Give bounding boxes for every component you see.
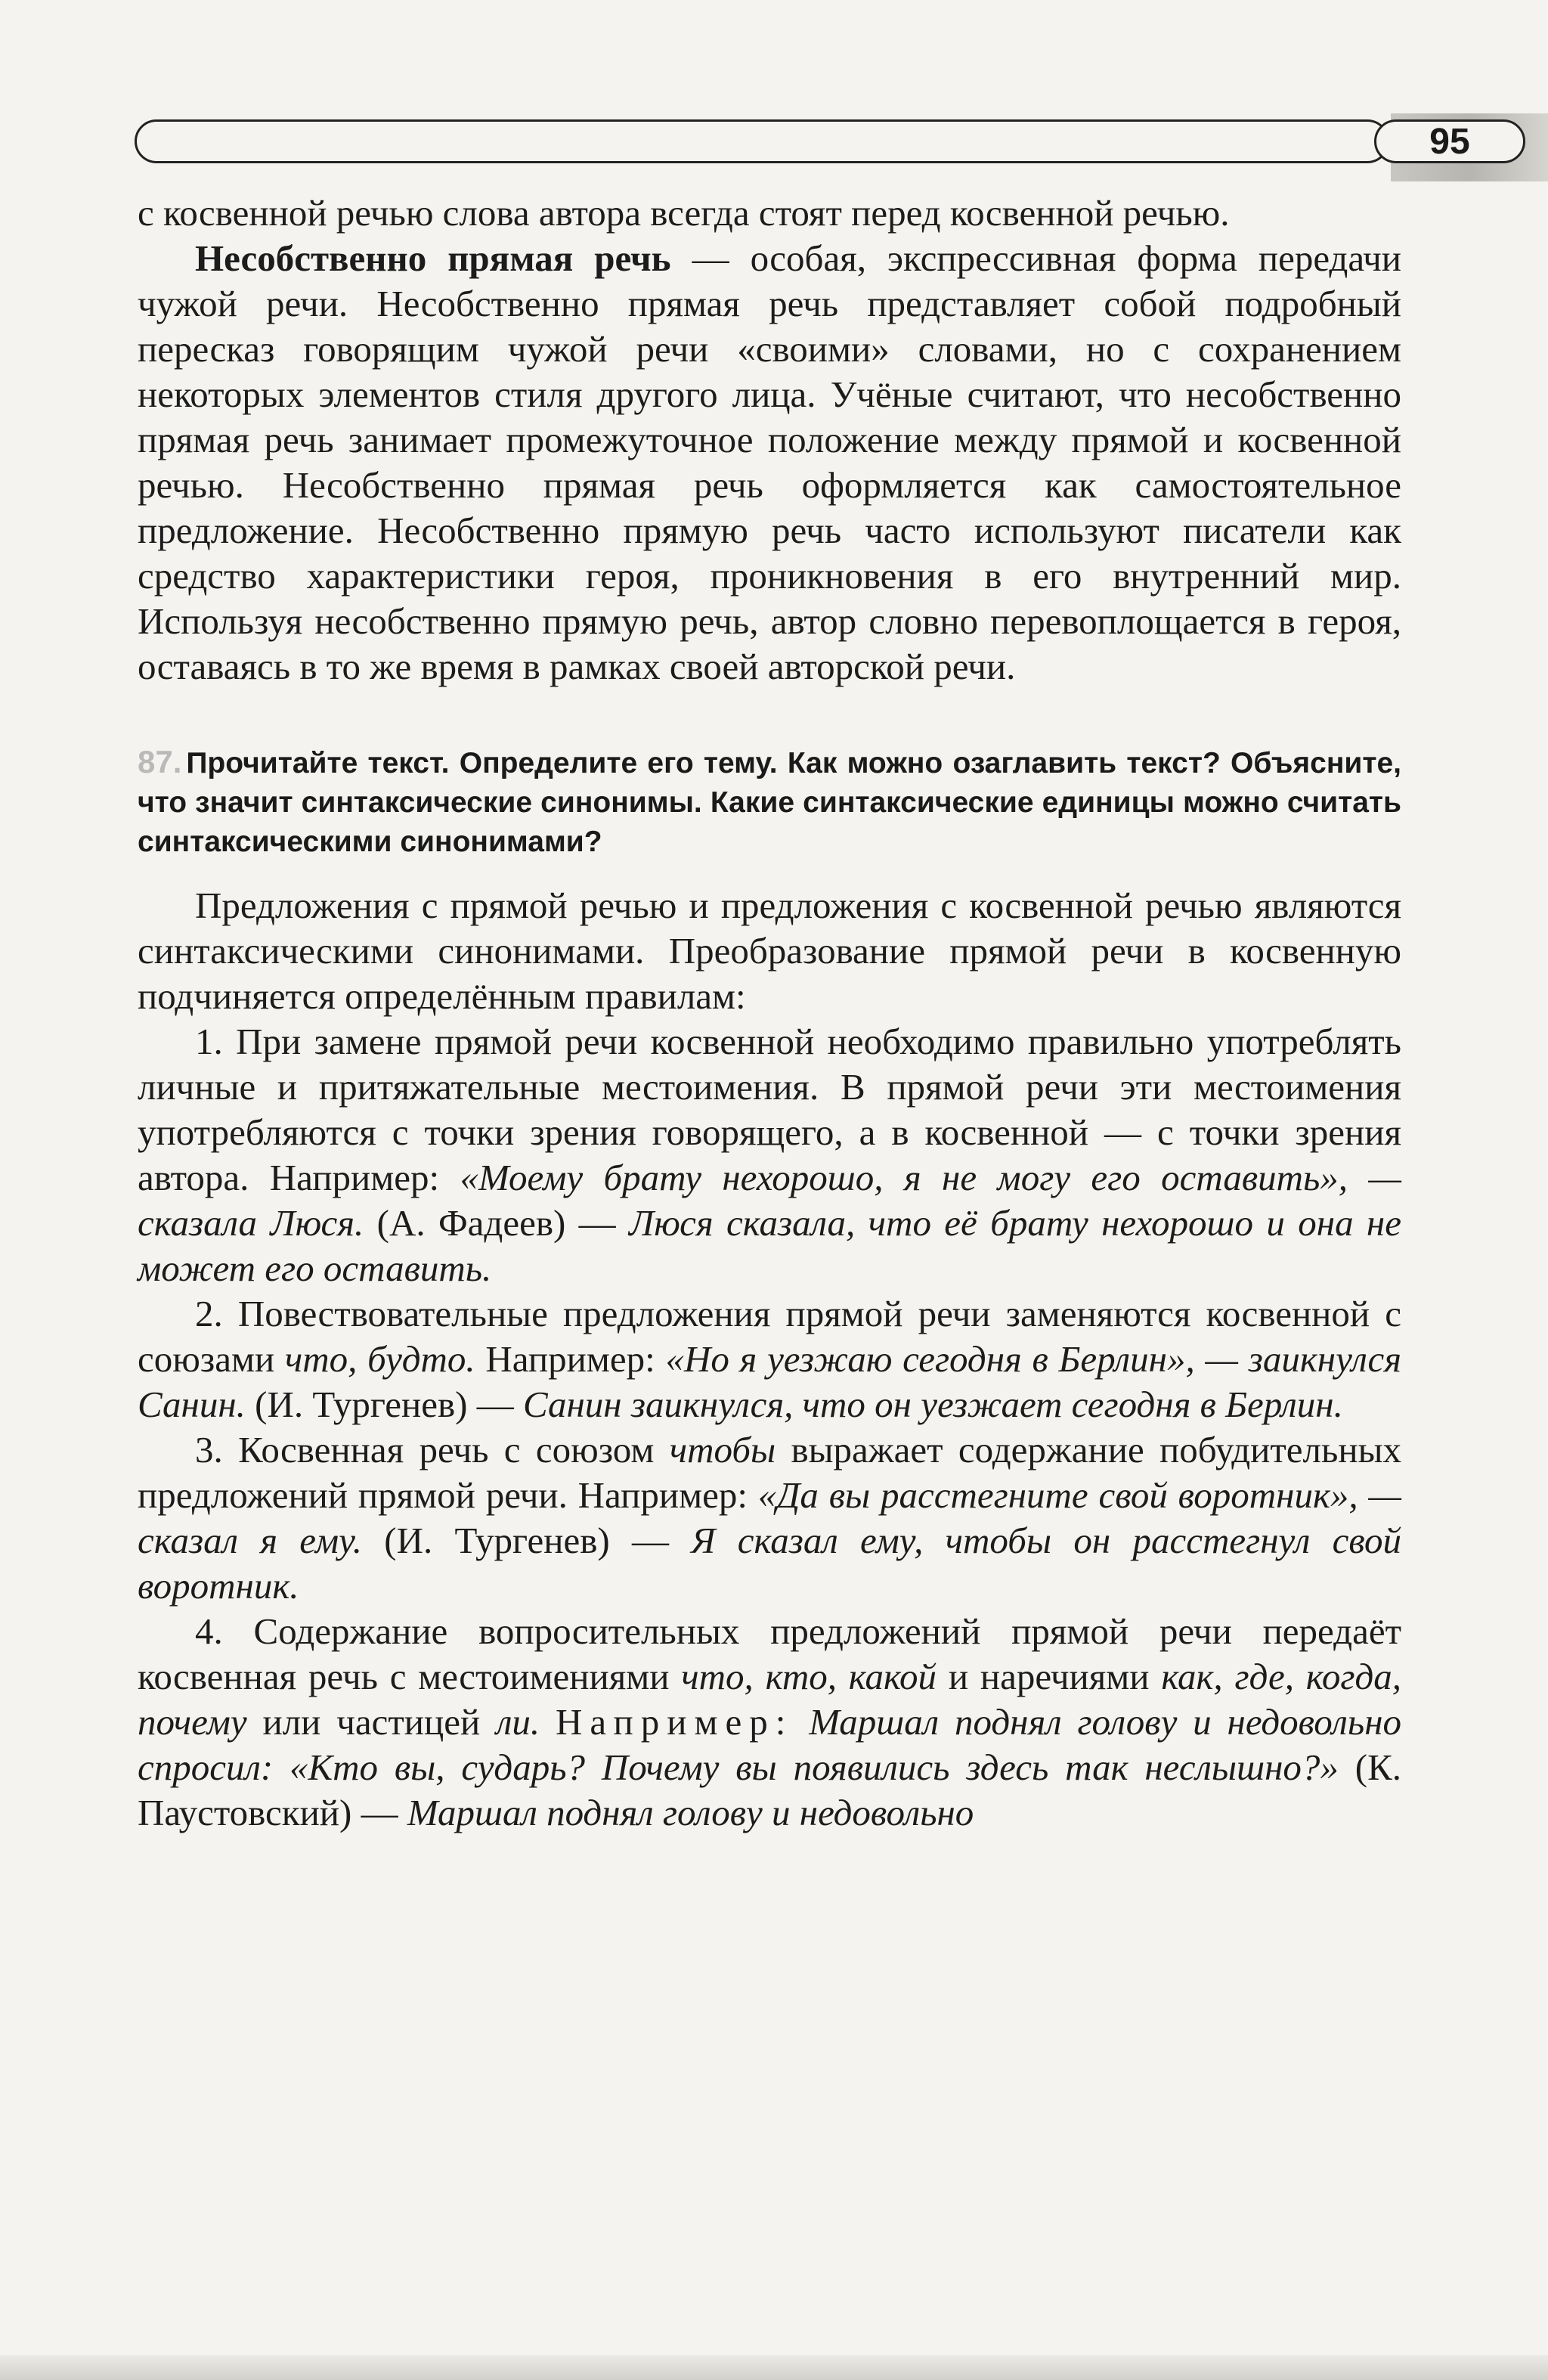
rule-1-example-direct: «Моему брату нехорошо, я не могу его оставить», — сказала Люся. — [138, 1157, 1401, 1244]
rule-4-text: 4. Содержание вопросительных предложений прямой речи передаёт косвенная речь с местоимениями — [138, 1610, 1401, 1697]
exercise-task-text: Прочитайте текст. Определите его тему. Как можно озаглавить текст? Объясните, что значит синтаксические синонимы. Какие синтаксические единицы можно считать синтаксическими синонимами? — [138, 747, 1401, 858]
rule-4 — [138, 1609, 1401, 1836]
rule-3-text: 3. Косвенная речь с союзом — [195, 1429, 670, 1470]
rule-3-example-direct: «Да вы расстегните свой воротник», — сказал я ему. — [138, 1474, 1401, 1561]
rule-1-example-indirect: Люся сказала, что её брату нехорошо и она не может его оставить. — [138, 1202, 1401, 1289]
exercise-number: 87. — [138, 744, 182, 779]
header-rule — [135, 119, 1389, 163]
exercise-intro: Предложения с прямой речью и предложения с косвенной речью являются синтаксическими синонимами. Преобразование прямой речи в косвенную подчиняется определённым правилам: — [138, 885, 1401, 1017]
rule-4-example-label: Например: — [556, 1701, 794, 1743]
rule-1 — [138, 1019, 1401, 1291]
rule-2-example-indirect: Санин заикнулся, что он уезжает сегодня в Берлин. — [522, 1384, 1343, 1425]
rule-2-conjunctions: что, будто. — [284, 1338, 475, 1380]
rule-4-text-3: или частицей — [246, 1701, 497, 1743]
theory-paragraph-2 — [138, 236, 1401, 690]
rule-4-adverbs: как, где, когда, почему — [138, 1656, 1401, 1743]
rule-4-text-2: и наречиями — [937, 1656, 1162, 1697]
rule-3-example-indirect: Я сказал ему, чтобы он расстегнул свой воротник. — [138, 1520, 1401, 1607]
rule-3-text-2: выражает содержание побудительных предложений прямой речи. Например: — [138, 1429, 1401, 1516]
rule-4-pronouns: что, кто, какой — [681, 1656, 937, 1697]
term-definition: — особая, экспрессивная форма передачи чужой речи. Несобственно прямая речь представляет собой подробный пересказ говорящим чужой речи «своими» словами, но с сохранением некоторых элементов стиля другого лица. Учёные считают, что несобственно прямая речь занимает промежуточное положение между прямой и косвенной речью. Несобственно прямая речь оформляется как самостоятельное предложение. Несобственно прямую речь часто используют писатели как средство характеристики героя, проникновения в его внутренний мир. Используя несобственно прямую речь, автор словно перевоплощается в героя, оставаясь в то же время в рамках своей авторской речи. — [138, 237, 1402, 687]
rule-2 — [138, 1291, 1401, 1427]
rule-2-example-direct: «Но я уезжаю сегодня в Берлин», — заикнулся Санин. — [138, 1338, 1401, 1425]
rule-1-source: (А. Фадеев) — — [364, 1202, 630, 1244]
rule-4-particle: ли. — [496, 1701, 540, 1743]
page-number: 95 — [1429, 121, 1470, 162]
rule-4-source: (К. Паустовский) — — [138, 1746, 1401, 1833]
page-number-box — [1374, 119, 1525, 163]
rule-3-source: (И. Тургенев) — — [362, 1520, 692, 1561]
rule-3 — [138, 1427, 1401, 1609]
exercise-text — [138, 883, 1401, 1836]
rule-2-text: 2. Повествовательные предложения прямой речи заменяются косвенной с союзами — [138, 1293, 1401, 1380]
page-content — [138, 191, 1401, 1836]
rule-1-text: 1. При замене прямой речи косвенной необходимо правильно употреблять личные и притяжательные местоимения. В прямой речи эти местоимения употребляются с точки зрения говорящего, а в косвенной — с точки зрения автора. Например: — [138, 1021, 1401, 1198]
rule-4-example-indirect: Маршал поднял голову и недовольно — [407, 1792, 974, 1833]
rule-2-source: (И. Тургенев) — — [245, 1384, 523, 1425]
exercise-task — [138, 742, 1401, 862]
page-bottom-edge — [0, 2355, 1548, 2380]
rule-2-text-2: Например: — [475, 1338, 666, 1380]
page-header — [135, 119, 1470, 172]
rule-4-example-direct: Маршал поднял голову и недовольно спросил: «Кто вы, сударь? Почему вы появились здесь так неслышно?» — [138, 1701, 1402, 1788]
term-bold: Несобственно прямая речь — [195, 237, 671, 279]
theory-paragraph-1: с косвенной речью слова автора всегда стоят перед косвенной речью. — [138, 192, 1230, 234]
rule-3-conjunction: чтобы — [669, 1429, 776, 1470]
